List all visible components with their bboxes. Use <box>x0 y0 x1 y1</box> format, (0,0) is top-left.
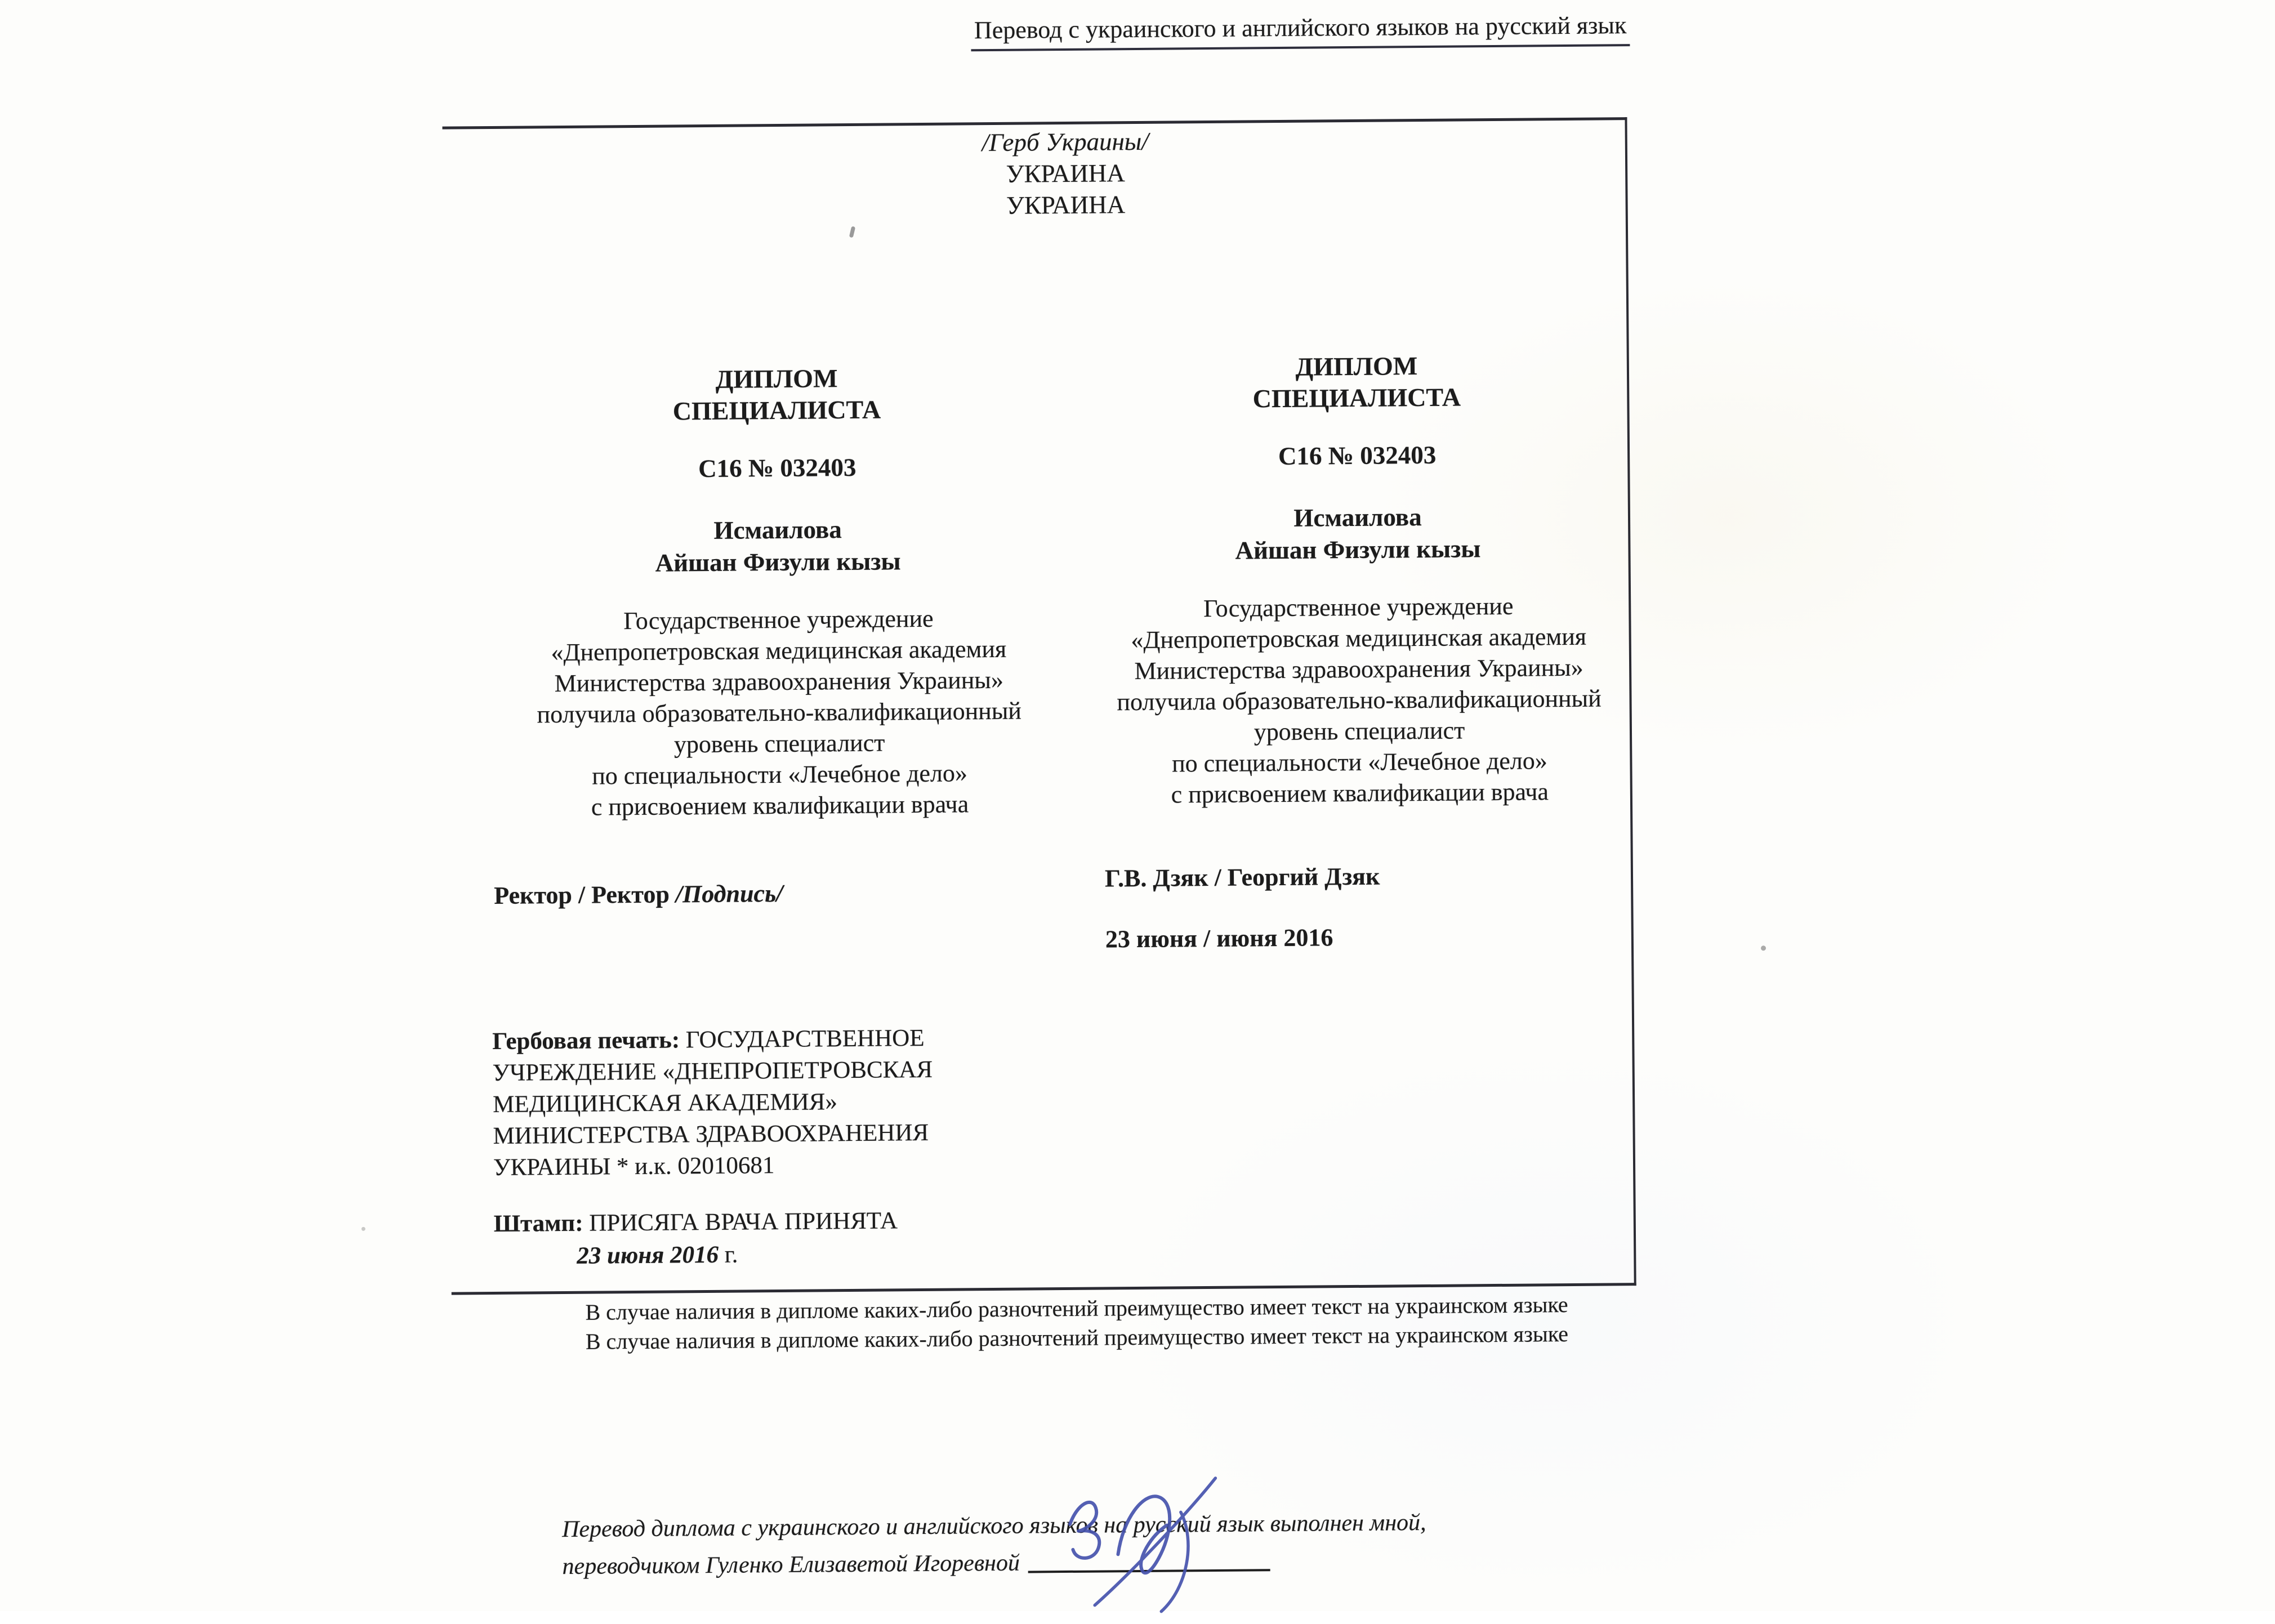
stamp-text: ПРИСЯГА ВРАЧА ПРИНЯТА <box>589 1207 898 1237</box>
seal-line-5: УКРАИНЫ * и.к. 02010681 <box>493 1152 775 1181</box>
graduate-name-left <box>493 512 1063 581</box>
discrepancy-note-2: В случае наличия в дипломе каких-либо разночтений преимущество имеет текст на украинском языке <box>585 1321 1569 1354</box>
seal-line-1-text: ГОСУДАРСТВЕННОЕ <box>685 1024 925 1054</box>
discrepancy-note-1: В случае наличия в дипломе каких-либо разночтений преимущество имеет текст на украинском языке <box>585 1292 1568 1325</box>
seal-line-2: УЧРЕЖДЕНИЕ «ДНЕПРОПЕТРОВСКАЯ <box>492 1056 933 1087</box>
diploma-body-line: Министерства здравоохранения Украины» <box>554 666 1004 698</box>
signature-stroke <box>1070 1502 1100 1558</box>
translator-note-line1: Перевод диплома с украинского и английского языков на русский язык выполнен мной, <box>561 1510 1426 1543</box>
stamp-date-suffix: г. <box>724 1241 738 1268</box>
diploma-serial-left: С16 № 032403 <box>698 453 857 483</box>
signature-stroke <box>1118 1496 1170 1573</box>
graduate-given-name: Айшан Физули кызы <box>1235 534 1481 565</box>
stamp-line-1 <box>494 1207 898 1238</box>
diploma-serial-right: С16 № 032403 <box>1278 440 1437 471</box>
scan-speck <box>362 1227 365 1231</box>
rector-line <box>494 879 783 910</box>
graduate-surname: Исмаилова <box>1293 503 1422 532</box>
translation-header-text: Перевод с украинского и английского языков на русский язык <box>971 11 1630 51</box>
issue-date-line: 23 июня / июня 2016 <box>1105 923 1333 953</box>
diploma-body-line: Государственное учреждение <box>1203 592 1514 623</box>
diploma-title-line2: СПЕЦИАЛИСТА <box>1252 382 1461 413</box>
diploma-body-left <box>494 602 1064 823</box>
graduate-name-right <box>1073 499 1643 568</box>
rector-label: Ректор / Ректор <box>494 880 670 909</box>
seal-line-3: МЕДИЦИНСКАЯ АКАДЕМИЯ» <box>492 1088 838 1118</box>
diploma-title-line2: СПЕЦИАЛИСТА <box>672 395 881 426</box>
diploma-body-line: с присвоением квалификации врача <box>1171 778 1549 809</box>
translation-header <box>929 11 1672 52</box>
diploma-body-line: по специальности «Лечебное дело» <box>592 759 968 790</box>
scan-speck <box>1761 945 1766 951</box>
diploma-body-line: уровень специалист <box>1254 716 1465 746</box>
stamp-date: 23 июня 2016 <box>577 1241 719 1269</box>
coat-of-arms-block <box>443 122 1657 226</box>
diploma-body-line: с присвоением квалификации врача <box>591 790 969 821</box>
coat-of-arms-note: /Герб Украины/ <box>982 127 1149 157</box>
rector-name-line: Г.В. Дзяк / Георгий Дзяк <box>1104 862 1380 893</box>
graduate-surname: Исмаилова <box>713 515 842 545</box>
diploma-body-line: получила образовательно-квалификационный <box>537 697 1022 729</box>
seal-line-4: МИНИСТЕРСТВА ЗДРАВООХРАНЕНИЯ <box>493 1119 929 1150</box>
seal-line-1 <box>492 1023 933 1058</box>
signature-placeholder: /Подпись/ <box>675 879 783 908</box>
diploma-body-line: «Днепропетровская медицинская академия <box>551 635 1007 667</box>
diploma-body-line: Министерства здравоохранения Украины» <box>1134 653 1583 685</box>
diploma-title-line1: ДИПЛОМ <box>1295 351 1418 381</box>
country-line-1: УКРАИНА <box>1006 159 1125 188</box>
graduate-given-name: Айшан Физули кызы <box>655 547 901 577</box>
translator-note-line2: переводчиком Гуленко Елизаветой Игоревной <box>562 1550 1020 1580</box>
seal-block <box>492 1023 934 1184</box>
diploma-body-line: уровень специалист <box>673 729 885 759</box>
diploma-title-left <box>492 361 1061 429</box>
handwritten-signature <box>1038 1462 1304 1616</box>
seal-label: Гербовая печать: <box>492 1027 680 1055</box>
diploma-title-right <box>1072 349 1641 416</box>
stamp-line-2 <box>577 1241 738 1270</box>
diploma-body-right <box>1074 590 1644 811</box>
diploma-body-line: получила образовательно-квалификационный <box>1117 684 1602 716</box>
diploma-body-line: Государственное учреждение <box>623 604 934 635</box>
stamp-label: Штамп: <box>493 1210 583 1238</box>
diploma-body-line: «Днепропетровская медицинская академия <box>1131 622 1587 654</box>
diploma-title-line1: ДИПЛОМ <box>715 364 838 394</box>
country-line-2: УКРАИНА <box>1006 190 1126 220</box>
diploma-body-line: по специальности «Лечебное дело» <box>1171 747 1547 778</box>
